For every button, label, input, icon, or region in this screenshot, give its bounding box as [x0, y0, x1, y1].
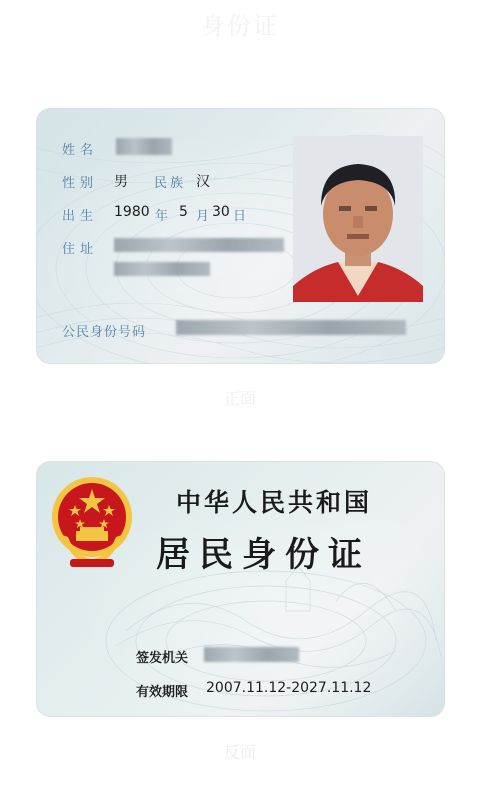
address-label: 住址 [62, 242, 99, 257]
birth-year: 1980 [114, 204, 150, 220]
id-card-front [36, 108, 445, 364]
address-line2-redacted [114, 262, 210, 276]
country-title: 中华人民共和国 [176, 488, 373, 517]
birth-day: 30 [212, 204, 230, 220]
id-card-back [36, 461, 445, 717]
front-caption: 正面 [223, 389, 256, 408]
back-caption: 反面 [223, 743, 256, 762]
birth-month: 5 [179, 204, 188, 220]
birth-label: 出生 [62, 209, 99, 224]
ethnicity-label: 民族 [154, 176, 187, 191]
id-number-label: 公民身份号码 [62, 325, 147, 340]
gender-label: 性别 [62, 176, 99, 191]
day-unit: 日 [233, 209, 247, 224]
name-label: 姓名 [62, 143, 99, 158]
national-emblem-icon [50, 475, 134, 571]
card-title: 居民身份证 [156, 535, 371, 575]
issuer-label: 签发机关 [136, 651, 189, 666]
name-value-redacted [116, 138, 172, 155]
portrait-photo [293, 136, 423, 302]
portrait-image [293, 136, 423, 302]
ethnicity-value: 汉 [196, 174, 210, 190]
validity-value: 2007.11.12-2027.11.12 [206, 680, 372, 696]
issuer-value-redacted [204, 647, 299, 662]
month-unit: 月 [196, 209, 210, 224]
validity-label: 有效期限 [136, 685, 189, 700]
year-unit: 年 [155, 209, 169, 224]
address-line1-redacted [114, 238, 284, 252]
id-number-redacted [176, 320, 406, 335]
gender-value: 男 [114, 174, 128, 190]
page-title: 身份证 [201, 12, 279, 40]
